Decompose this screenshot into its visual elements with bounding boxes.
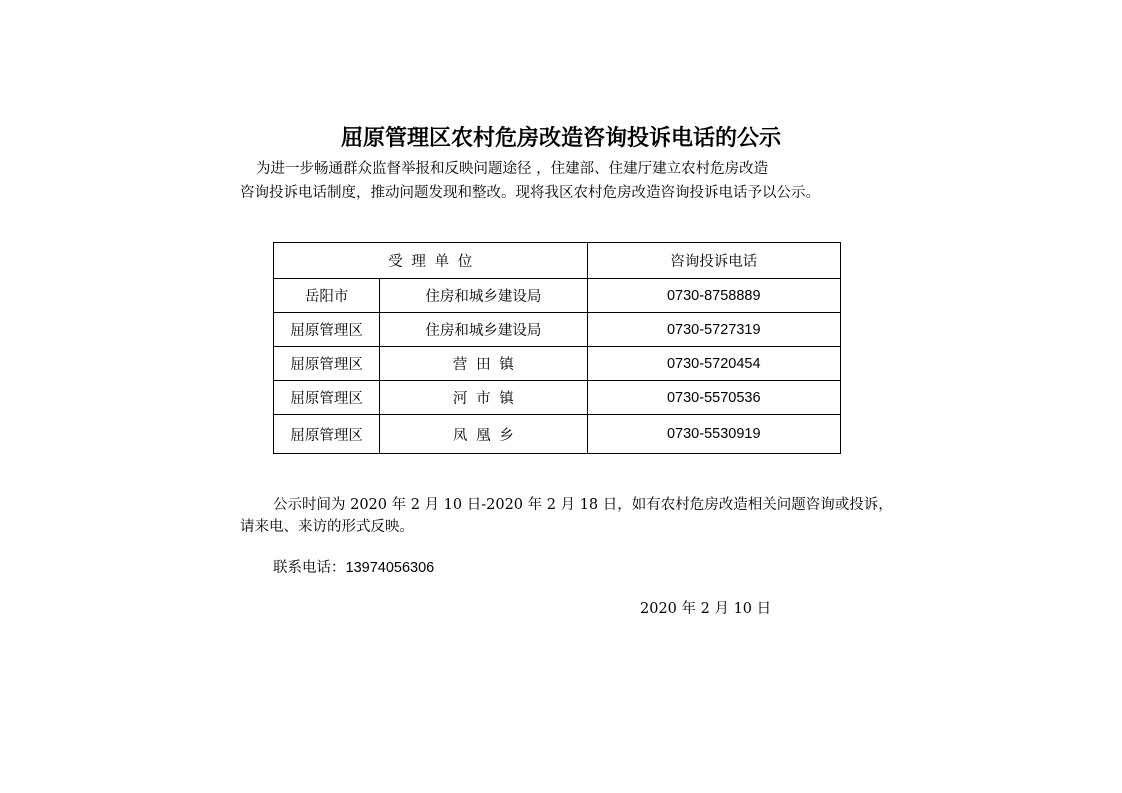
row-phone: 0730-5570536 <box>587 381 840 415</box>
row-unit-label: 营田镇 <box>452 357 523 373</box>
header-unit <box>274 243 588 279</box>
row-phone: 0730-8758889 <box>587 279 840 313</box>
notice-date: 2020 年 2 月 10 日 <box>640 601 772 617</box>
intro-paragraph-line-1: 为进一步畅通群众监督举报和反映问题途径 ，住建部、住建厅建立农村危房改造 <box>256 161 769 177</box>
table-row <box>274 381 841 415</box>
row-region: 屈原管理区 <box>274 347 380 381</box>
contact-phone: 13974056306 <box>345 560 435 576</box>
row-unit: 住房和城乡建设局 <box>380 279 587 313</box>
row-unit: 住房和城乡建设局 <box>380 313 587 347</box>
row-unit <box>380 415 587 454</box>
row-unit-label: 凤凰乡 <box>452 427 523 444</box>
notice-line-2: 请来电、来访的形式反映。 <box>240 519 414 535</box>
table-row <box>274 313 841 347</box>
row-unit-label: 河市镇 <box>452 391 523 407</box>
row-phone: 0730-5720454 <box>587 347 840 381</box>
header-unit-label: 受理单位 <box>388 254 482 270</box>
intro-paragraph-line-2: 咨询投诉电话制度，推动问题发现和整改。现将我区农村危房改造咨询投诉电话予以公示。 <box>240 185 820 201</box>
row-unit <box>380 347 587 381</box>
header-phone: 咨询投诉电话 <box>587 243 840 279</box>
row-region: 岳阳市 <box>274 279 380 313</box>
complaint-phone-table <box>273 242 841 454</box>
table-row <box>274 347 841 381</box>
row-region: 屈原管理区 <box>274 313 380 347</box>
contact-phone-line <box>273 557 434 579</box>
notice-line-1: 公示时间为 2020 年 2 月 10 日-2020 年 2 月 18 日，如有农村危房改造相关问题咨询或投诉， <box>273 497 893 513</box>
row-phone: 0730-5530919 <box>587 415 840 454</box>
row-region: 屈原管理区 <box>274 381 380 415</box>
row-phone: 0730-5727319 <box>587 313 840 347</box>
page-title: 屈原管理区农村危房改造咨询投诉电话的公示 <box>340 126 781 151</box>
row-unit <box>380 381 587 415</box>
table-row <box>274 279 841 313</box>
row-region: 屈原管理区 <box>274 415 380 454</box>
table-row <box>274 415 841 454</box>
contact-label: 联系电话： <box>273 560 346 576</box>
table-header-row <box>274 243 841 279</box>
